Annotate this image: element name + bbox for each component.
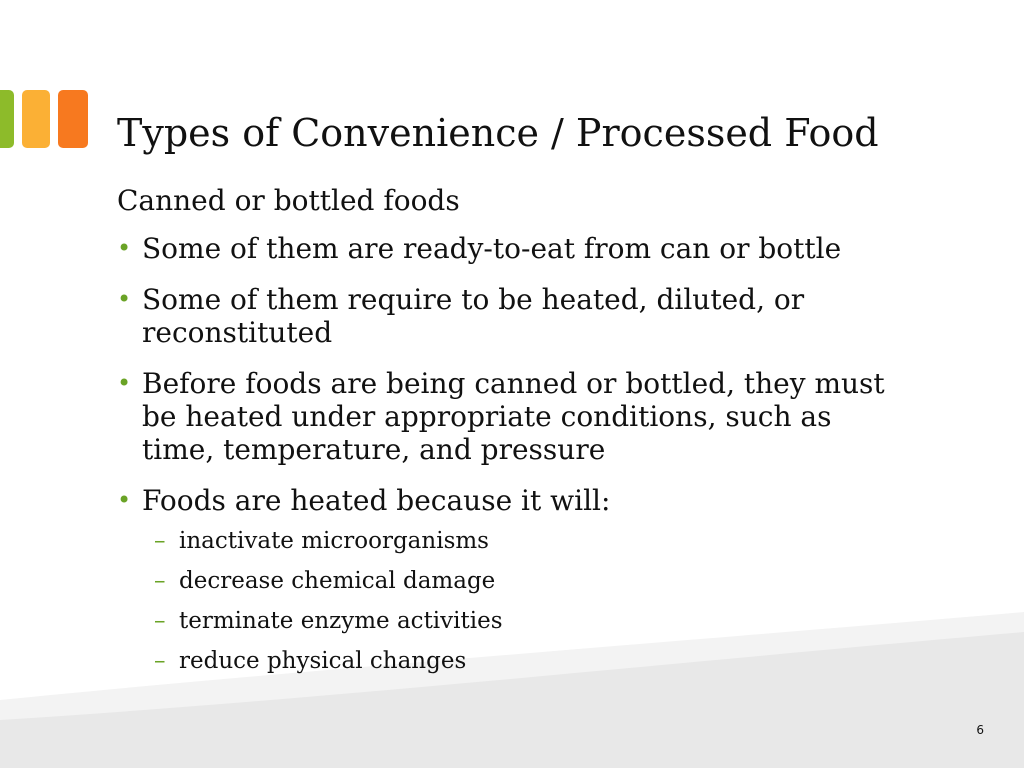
- bullet-marker: •: [117, 234, 132, 262]
- bullet-marker: •: [117, 369, 132, 397]
- sub-bullet-text: terminate enzyme activities: [179, 608, 503, 634]
- accent-block-green: [0, 90, 14, 148]
- bullet-item: [117, 283, 907, 349]
- sub-bullet-item: [154, 607, 907, 635]
- bullet-marker: •: [117, 486, 132, 514]
- slide-content: [117, 184, 907, 687]
- subheading: Canned or bottled foods: [117, 184, 460, 217]
- sub-bullet-item: [154, 567, 907, 595]
- accent-blocks: [0, 90, 92, 148]
- sub-bullet-text: reduce physical changes: [179, 648, 467, 674]
- dash-marker: –: [154, 568, 166, 594]
- bullet-marker: •: [117, 285, 132, 313]
- sub-bullet-text: decrease chemical damage: [179, 568, 496, 594]
- bullet-text: Foods are heated because it will:: [142, 484, 611, 517]
- bullet-list: [117, 232, 907, 517]
- bullet-item: [117, 367, 907, 466]
- accent-block-yellow: [22, 90, 50, 148]
- accent-block-orange: [58, 90, 88, 148]
- page-number: 6: [976, 723, 984, 737]
- slide-title: Types of Convenience / Processed Food: [117, 111, 879, 155]
- bullet-text: Before foods are being canned or bottled, they must be heated under appropriate conditions, such as time, temperature, and pressure: [142, 367, 885, 466]
- bullet-item: [117, 232, 907, 265]
- bullet-item: [117, 484, 907, 517]
- bullet-text: Some of them are ready-to-eat from can or bottle: [142, 232, 842, 265]
- dash-marker: –: [154, 608, 166, 634]
- sub-bullet-item: [154, 647, 907, 675]
- dash-marker: –: [154, 648, 166, 674]
- sub-bullet-list: [117, 527, 907, 675]
- sub-bullet-item: [154, 527, 907, 555]
- dash-marker: –: [154, 528, 166, 554]
- sub-bullet-text: inactivate microorganisms: [179, 528, 489, 554]
- bullet-text: Some of them require to be heated, diluted, or reconstituted: [142, 283, 805, 349]
